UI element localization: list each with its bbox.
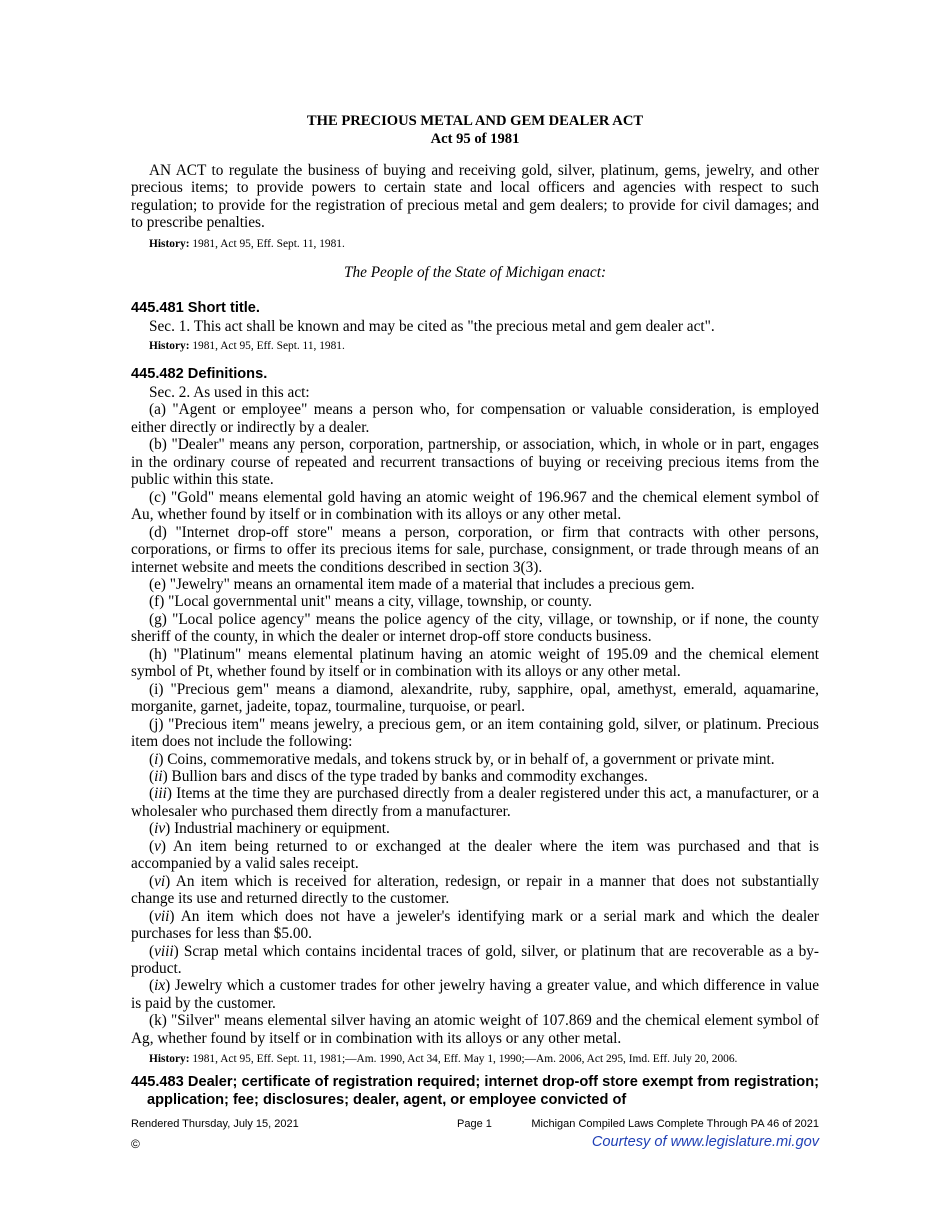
definition-g: (g) "Local police agency" means the police agency of the city, village, or township, or if none, the county sheriff of the county, in which the dealer or internet drop-off store conducts business. [131, 610, 819, 646]
compiled-laws-note: Michigan Compiled Laws Complete Through PA 46 of 2021 [531, 1118, 819, 1130]
preamble-text: AN ACT to regulate the business of buying and receiving gold, silver, platinum, gems, jewelry, and other precious items; to provide powers to certain state and local officers and agencies with respect to such regulation; to provide for the registration of precious metal and gem dealers; to provide for civil damages; and to prescribe penalties. [131, 162, 819, 232]
definition-f: (f) "Local governmental unit" means a city, village, township, or county. [149, 593, 592, 611]
section-445-483 [131, 1074, 819, 1109]
definition-c: (c) "Gold" means elemental gold having an atomic weight of 196.967 and the chemical element symbol of Au, whether found by itself or in combination with its alloys or any other metal. [131, 488, 819, 524]
exclusion-vi: (vi) An item which is received for alteration, redesign, or repair in a manner that does not substantially change its use and returned directly to the customer. [131, 872, 819, 908]
preamble-block [131, 162, 819, 251]
section-history [131, 1052, 819, 1066]
section-445-482 [131, 366, 819, 1066]
enacting-clause: The People of the State of Michigan enact: [343, 264, 607, 281]
definition-b: (b) "Dealer" means any person, corporation, partnership, or association, which, in whole or in part, engages in the ordinary course of repeated and recurrent transactions of buying or receiving precious items from the public within this state. [131, 436, 819, 489]
history-text: 1981, Act 95, Eff. Sept. 11, 1981. [189, 340, 345, 353]
history-text: 1981, Act 95, Eff. Sept. 11, 1981;—Am. 1990, Act 34, Eff. May 1, 1990;—Am. 2006, Act 295, Imd. Eff. July 20, 2006. [189, 1053, 738, 1066]
definition-e: (e) "Jewelry" means an ornamental item made of a material that includes a precious gem. [149, 575, 695, 593]
section-heading: 445.482 Definitions. [131, 366, 268, 382]
preamble-history [131, 237, 819, 251]
history-label: History: [149, 340, 190, 353]
courtesy-link[interactable]: Courtesy of www.legislature.mi.gov [591, 1134, 819, 1150]
exclusion-iv: (iv) Industrial machinery or equipment. [149, 820, 390, 838]
section-history [131, 339, 819, 353]
section-heading: 445.483 Dealer; certificate of registration required; internet drop-off store exempt from registration; application; fee; disclosures; dealer, agent, or employee convicted of [131, 1074, 819, 1108]
definitions-intro: Sec. 2. As used in this act: [149, 384, 310, 401]
section-text: Sec. 1. This act shall be known and may be cited as "the precious metal and gem dealer act". [149, 318, 715, 335]
rendered-date: Rendered Thursday, July 15, 2021 [131, 1118, 299, 1130]
history-text: 1981, Act 95, Eff. Sept. 11, 1981. [189, 237, 345, 250]
exclusion-v: (v) An item being returned to or exchanged at the dealer where the item was purchased and that is accompanied by a valid sales receipt. [131, 837, 819, 873]
act-title-line-2: Act 95 of 1981 [430, 131, 520, 147]
definition-d: (d) "Internet drop-off store" means a person, corporation, or firm that contracts with other persons, corporations, or firms to offer its precious items for sale, purchase, consignment, or trade through means of an internet website and meets the conditions described in section 3(3). [131, 523, 819, 576]
exclusion-i: (i) Coins, commemorative medals, and tokens struck by, or in behalf of, a government or private mint. [149, 750, 775, 768]
exclusion-viii: (viii) Scrap metal which contains incidental traces of gold, silver, or platinum that are recoverable as a by-product. [131, 942, 819, 977]
exclusion-ix: (ix) Jewelry which a customer trades for other jewelry having a greater value, and which difference in value is paid by the customer. [131, 977, 819, 1012]
history-label: History: [149, 1053, 190, 1066]
exclusion-iii: (iii) Items at the time they are purchased directly from a dealer registered under this act, a manufacturer, or a wholesaler who purchased them directly from a manufacturer. [131, 785, 819, 820]
definition-k: (k) "Silver" means elemental silver having an atomic weight of 107.869 and the chemical element symbol of Ag, whether found by itself or in combination with its alloys or any other metal. [131, 1012, 819, 1047]
definition-h: (h) "Platinum" means elemental platinum having an atomic weight of 195.09 and the chemical element symbol of Pt, whether found by itself or in combination with its alloys or any other metal. [131, 645, 819, 681]
copyright-symbol: © [131, 1137, 140, 1151]
section-445-481 [131, 300, 819, 353]
act-title-line-1: THE PRECIOUS METAL AND GEM DEALER ACT [306, 113, 644, 129]
definition-i: (i) "Precious gem" means a diamond, alexandrite, ruby, sapphire, opal, amethyst, emerald, aquamarine, morganite, garnet, jadeite, topaz, tourmaline, turquoise, or pearl. [131, 680, 819, 716]
exclusion-ii: (ii) Bullion bars and discs of the type traded by banks and commodity exchanges. [149, 767, 648, 785]
definition-a: (a) "Agent or employee" means a person who, for compensation or valuable consideration, is employed either directly or indirectly by a dealer. [131, 401, 819, 436]
page-number: Page 1 [457, 1118, 492, 1130]
section-heading: 445.481 Short title. [131, 300, 260, 316]
definition-j: (j) "Precious item" means jewelry, a precious gem, or an item containing gold, silver, or platinum. Precious item does not include the following: [131, 715, 819, 751]
history-label: History: [149, 237, 190, 250]
exclusion-vii: (vii) An item which does not have a jeweler's identifying mark or a serial mark and which the dealer purchases for less than $5.00. [131, 907, 819, 943]
act-title [131, 112, 819, 148]
